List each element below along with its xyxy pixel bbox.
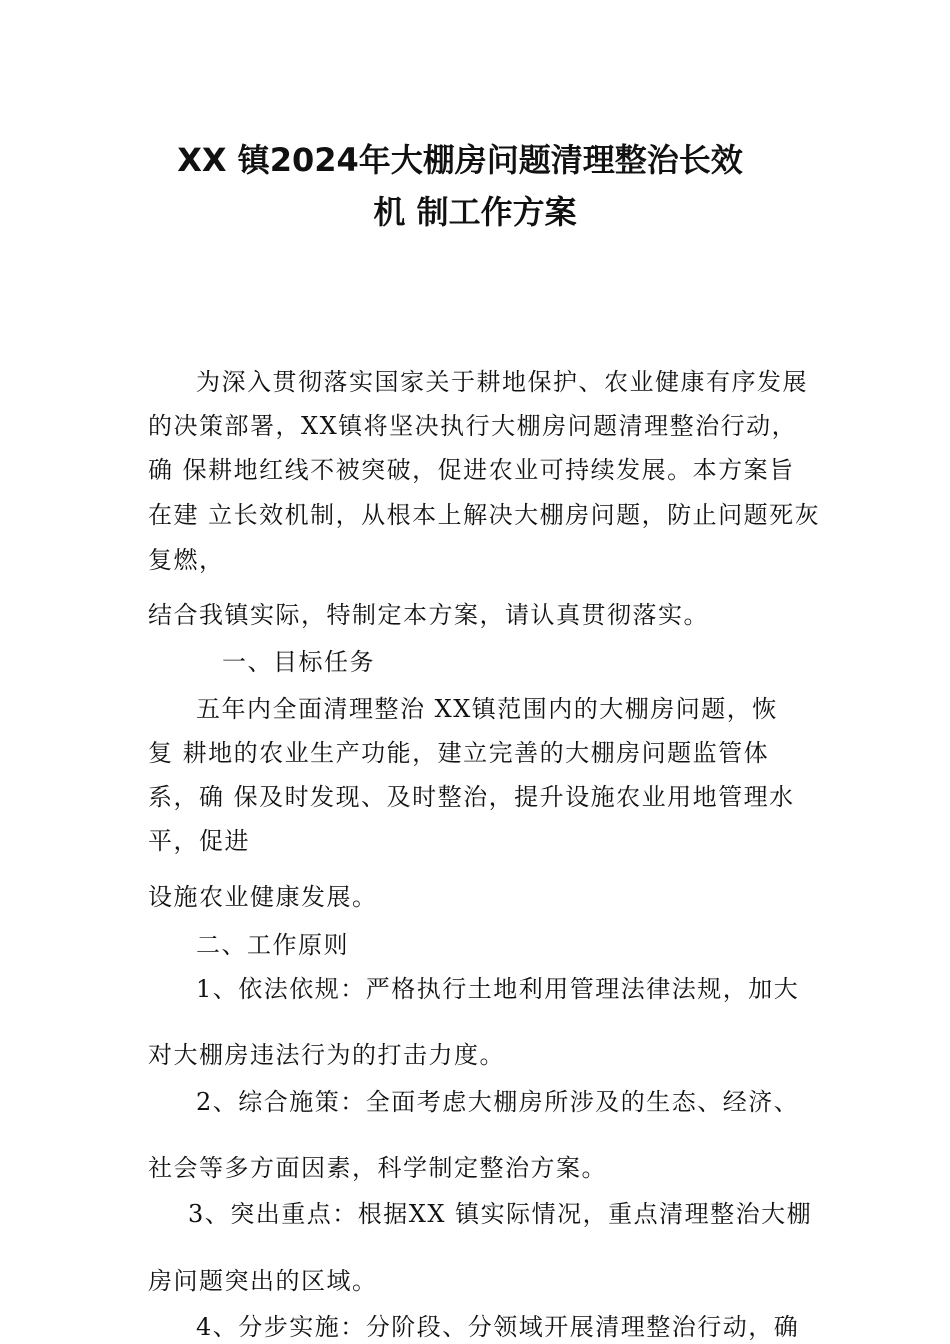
paragraph-line: 社会等多方面因素，科学制定整治方案。 — [148, 1154, 607, 1182]
paragraph-line: 平，促进 — [148, 827, 250, 855]
paragraph-line: 对大棚房违法行为的打击力度。 — [148, 1041, 505, 1069]
principle-item: 2、综合施策：全面考虑大棚房所涉及的生态、经济、 — [196, 1088, 800, 1116]
paragraph-line: 复燃， — [148, 546, 225, 574]
paragraph-line: 设施农业健康发展。 — [148, 883, 378, 911]
paragraph-line: 系，确 保及时发现、及时整治，提升设施农业用地管理水 — [148, 783, 795, 811]
paragraph-line: 复 耕地的农业生产功能，建立完善的大棚房问题监管体 — [148, 739, 770, 767]
document-title-line-2: 机 制工作方案 — [373, 193, 577, 231]
principle-item: 4、分步实施：分阶段、分领域开展清理整治行动，确 — [196, 1313, 800, 1341]
paragraph-line: 在建 立长效机制，从根本上解决大棚房问题，防止问题死灰 — [148, 501, 821, 529]
section-heading: 一、目标任务 — [222, 648, 375, 676]
principle-item: 1、依法依规：严格执行土地利用管理法律法规，加大 — [196, 975, 800, 1003]
principle-item: 3、突出重点：根据XX 镇实际情况，重点清理整治大棚 — [188, 1200, 813, 1228]
paragraph-line: 为深入贯彻落实国家关于耕地保护、农业健康有序发展 — [196, 368, 808, 396]
paragraph-line: 的决策部署，XX镇将坚决执行大棚房问题清理整治行动， — [148, 412, 798, 440]
paragraph-line: 确 保耕地红线不被突破，促进农业可持续发展。本方案旨 — [148, 456, 795, 484]
document-title-line-1: XX 镇2024年大棚房问题清理整治长效 — [177, 141, 743, 179]
paragraph-line: 五年内全面清理整治 XX镇范围内的大棚房问题，恢 — [196, 695, 778, 723]
paragraph-line: 结合我镇实际，特制定本方案，请认真贯彻落实。 — [148, 601, 709, 629]
paragraph-line: 房问题突出的区域。 — [148, 1267, 378, 1295]
section-heading: 二、工作原则 — [196, 931, 349, 959]
